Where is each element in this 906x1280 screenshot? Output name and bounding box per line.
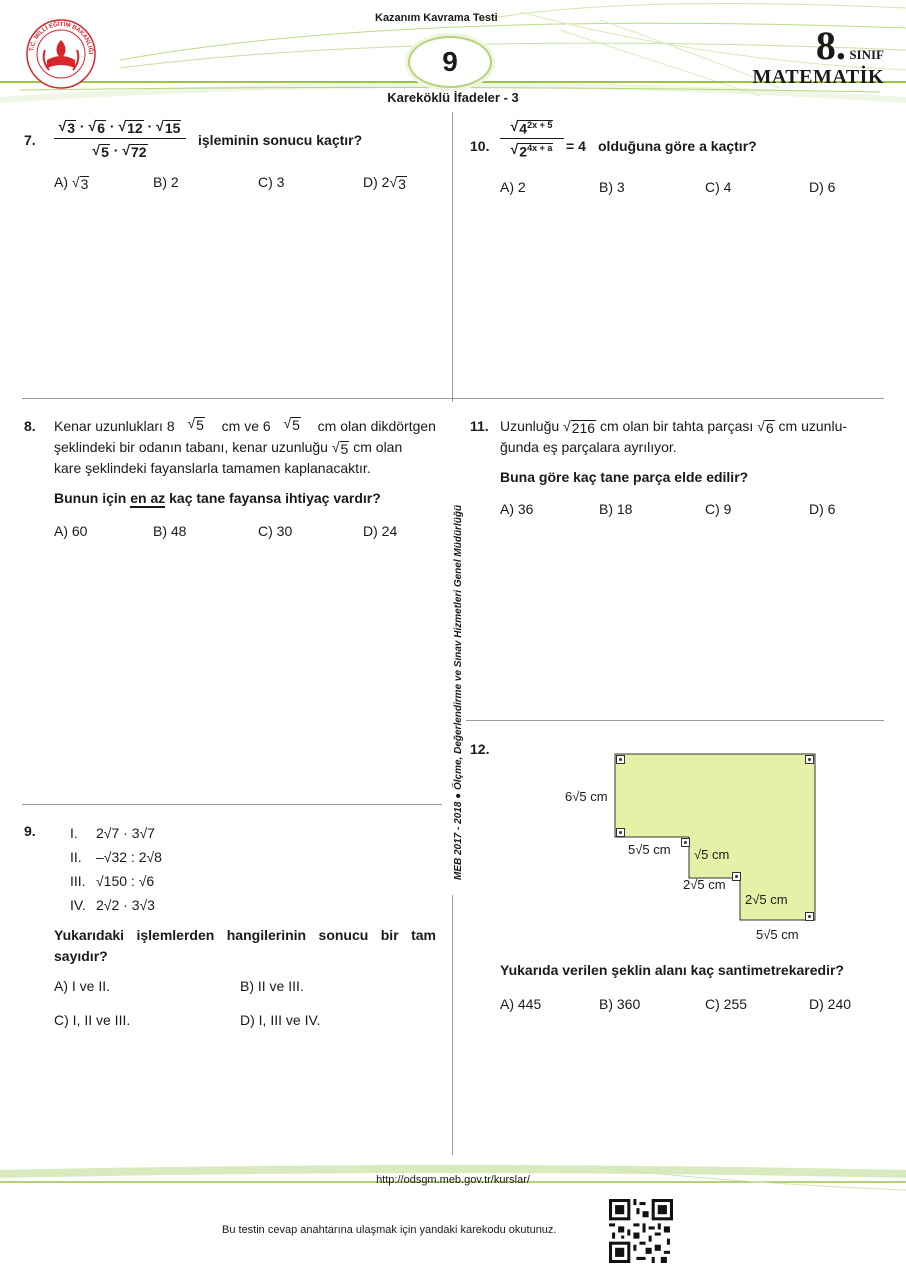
q11-option-c[interactable]: C) 9 [705,501,732,517]
q10-question: olduğuna göre a kaçtır? [598,138,757,154]
horizontal-divider-3 [466,720,884,721]
qr-note: Bu testin cevap anahtarına ulaşmak için yandaki karekodu okutunuz. [222,1224,557,1236]
q7-option-d[interactable]: D) 2 √ 3 [363,174,406,192]
q7-number: 7. [24,132,36,148]
q12-right-angle-3 [616,828,625,837]
q11-number: 11. [470,418,489,434]
q10-fraction [500,118,564,160]
q7-question: işleminin sonucu kaçtır? [198,132,363,148]
q10-number: 10. [470,138,490,154]
q8-question: Bunun için en az kaç tane fayansa ihtiyaç vardır? [54,490,381,506]
test-number-badge [408,36,492,88]
q8-body [54,416,436,479]
column-divider-bottom [452,895,453,1155]
q12-label-step2-h: 2√5 cm [683,877,726,892]
q8-option-b[interactable]: B) 48 [153,523,187,539]
q7-denominator: √ 5 · √ 72 [92,141,147,160]
side-vertical-text: MEB 2017 - 2018 ● Ölçme, Değerlendirme ve Sınav Hizmetleri Genel Müdürlüğü [453,504,464,880]
grade-label [816,22,884,69]
q8-number: 8. [24,418,36,434]
q8-line-1: Kenar uzunlukları 8 √ 5 cm ve 6 √ 5 cm olan dikdörtgen [54,415,436,434]
q9-item-4: IV. 2√2 · 3√3 [70,897,155,913]
footer-url[interactable]: http://odsgm.meb.gov.tr/kurslar/ [376,1174,530,1186]
qr-code[interactable] [609,1199,673,1263]
q12-option-d[interactable]: D) 240 [809,996,852,1012]
q11-option-b[interactable]: B) 18 [599,501,633,517]
q9-item-2: II. –√32 : 2√8 [70,849,162,865]
q12-label-step2-v: 2√5 cm [745,892,788,907]
test-number: 9 [442,46,458,77]
q11-option-a[interactable]: A) 36 [500,501,534,517]
q12-option-b[interactable]: B) 360 [599,996,641,1012]
q9-option-d[interactable]: D) I, III ve IV. [240,1012,321,1028]
q8-line-2: şeklindeki bir odanın tabanı, kenar uzunluğu √ 5 cm olan [54,439,403,457]
topic-title: Kareköklü İfadeler - 3 [387,90,519,105]
q12-label-step1-v: √5 cm [694,847,730,862]
q8-option-c[interactable]: C) 30 [258,523,293,539]
q11-body [500,416,882,458]
q12-right-angle-4 [681,838,690,847]
q12-right-angle-1 [616,755,625,764]
q10-option-c[interactable]: C) 4 [705,179,732,195]
subject-title: MATEMATİK [752,66,884,88]
q9-question-line-2: sayıdır? [54,948,108,964]
q10-denominator: √ $2^{4x + a}$ [510,141,553,160]
q12-right-angle-6 [805,912,814,921]
q12-label-step1-h: 5√5 cm [628,842,671,857]
q7-option-c[interactable]: C) 3 [258,174,285,190]
q11-option-d[interactable]: D) 6 [809,501,836,517]
q12-label-left: 6√5 cm [565,789,608,804]
q9-number: 9. [24,823,36,839]
test-title: Kazanım Kavrama Testi [375,12,498,24]
q11-question: Buna göre kaç tane parça elde edilir? [500,469,749,485]
q12-question: Yukarıda verilen şeklin alanı kaç santimetrekaredir? [500,962,844,978]
horizontal-divider-1 [22,398,884,399]
q9-items [70,821,162,917]
ministry-logo [25,18,97,90]
q11-line-2: ğunda eş parçalara ayrılıyor. [500,439,677,455]
q7-option-a[interactable]: A) √ 3 [54,174,89,192]
q9-option-a[interactable]: A) I ve II. [54,978,111,994]
horizontal-divider-2 [22,804,442,805]
q12-number: 12. [470,741,490,757]
q8-line-3: kare şeklindeki fayanslarla tamamen kaplanacaktır. [54,460,371,476]
q10-option-a[interactable]: A) 2 [500,179,526,195]
q10-numerator: √ $4^{2x + 5}$ [500,118,564,139]
q10-option-b[interactable]: B) 3 [599,179,625,195]
q9-item-1: I. 2√7 · 3√7 [70,825,155,841]
q9-option-c[interactable]: C) I, II ve III. [54,1012,131,1028]
q9-option-b[interactable]: B) II ve III. [240,978,304,994]
q12-right-angle-5 [732,872,741,881]
q12-right-angle-2 [805,755,814,764]
grade-word: SINIF [849,47,884,62]
column-divider-top [452,112,453,402]
grade-number: 8. [815,23,846,68]
q11-line-1: Uzunluğu √ 216 cm olan bir tahta parçası √ 6 cm uzunlu- [500,418,848,436]
q7-option-b[interactable]: B) 2 [153,174,179,190]
q12-label-bottom: 5√5 cm [756,927,799,942]
q9-item-3: III. √150 : √6 [70,873,155,889]
q12-option-a[interactable]: A) 445 [500,996,542,1012]
q8-option-a[interactable]: A) 60 [54,523,88,539]
q10-option-d[interactable]: D) 6 [809,179,836,195]
q7-numerator: √ 3 · √ 6 · √ 12 · √ 15 [54,118,186,139]
q8-option-d[interactable]: D) 24 [363,523,398,539]
q7-fraction [54,118,186,159]
q12-option-c[interactable]: C) 255 [705,996,748,1012]
q9-question-line-1: Yukarıdaki işlemlerden hangilerinin sonucu bir tam [54,927,436,943]
q9-question [54,925,436,967]
svg-text:T.C. MİLLÎ EĞİTİM BAKANLIĞI: T.C. MİLLÎ EĞİTİM BAKANLIĞI [29,21,94,55]
q10-equals: = 4 [566,138,586,154]
